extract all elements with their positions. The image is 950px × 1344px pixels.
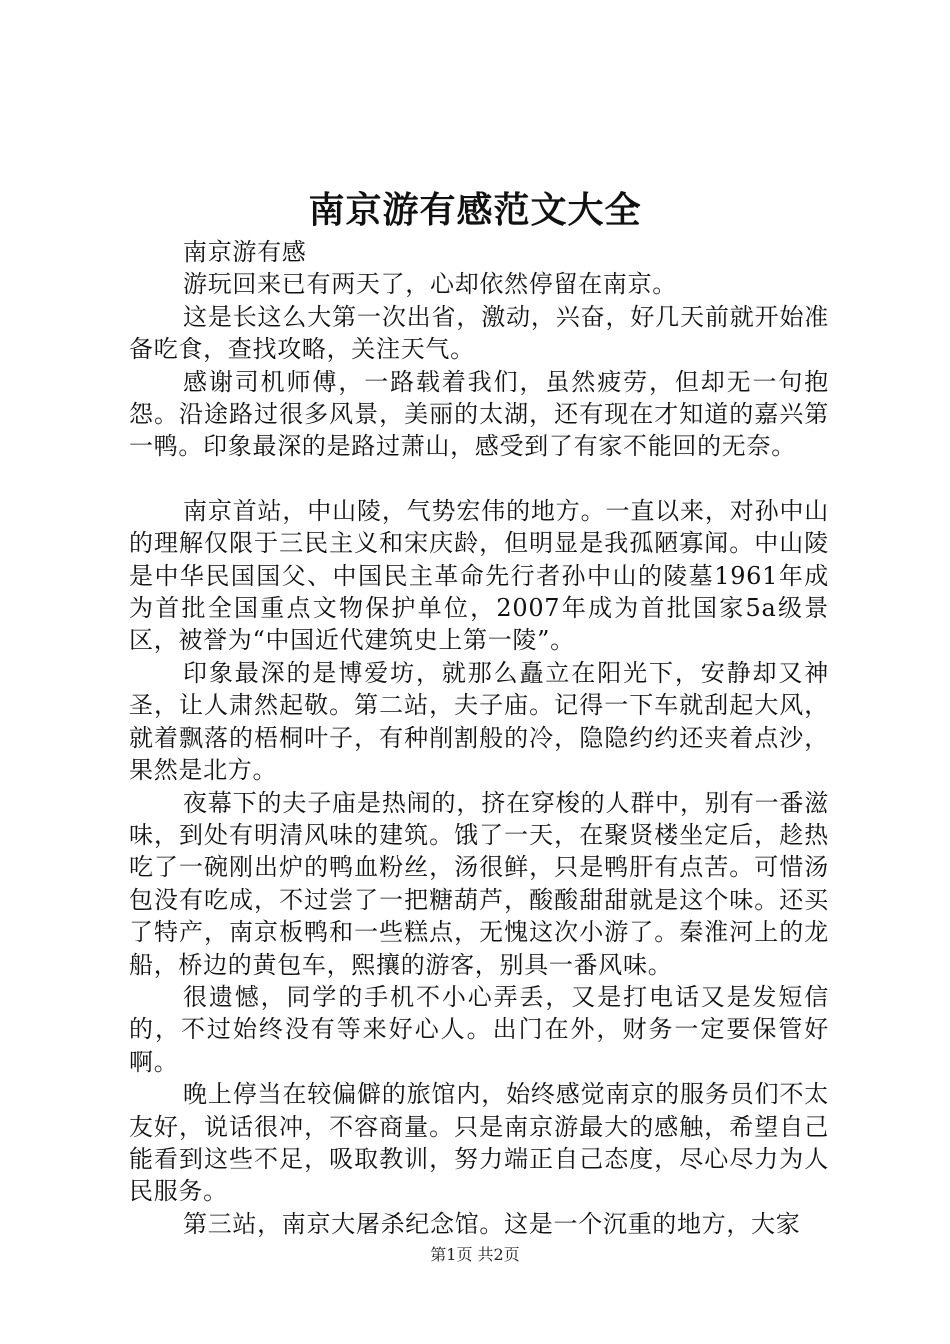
paragraph: 这是长这么大第一次出省，激动，兴奋，好几天前就开始准备吃食，查找攻略，关注天气。 (129, 302, 829, 364)
paragraph: 夜幕下的夫子庙是热闹的，挤在穿梭的人群中，别有一番滋味，到处有明清风味的建筑。饿了一天，在聚贤楼坐定后，趁热吃了一碗刚出炉的鸭血粉丝，汤很鲜，只是鸭肝有点苦。可惜汤包没有吃成，不过尝了一把糖葫芦，酸酸甜甜就是这个味。还买了特产，南京板鸭和一些糕点，无愧这次小游了。秦淮河上的龙船，桥边的黄包车，熙攘的游客，别具一番风味。 (129, 788, 829, 979)
document-title: 南京游有感范文大全 (308, 189, 642, 231)
paragraph: 晚上停当在较偏僻的旅馆内，始终感觉南京的服务员们不太友好，说话很冲，不容商量。只是南京游最大的感触，希望自己能看到这些不足，吸取教训，努力端正自己态度，尽心尽力为人民服务。 (129, 1080, 829, 1206)
paragraph: 第三站，南京大屠杀纪念馆。这是一个沉重的地方，大家 (183, 1209, 801, 1238)
paragraph-gap (129, 463, 829, 495)
paragraph: 游玩回来已有两天了，心却依然停留在南京。 (183, 270, 677, 299)
page-footer: 第1页 共2页 (430, 1245, 520, 1264)
paragraph: 印象最深的是博爱坊，就那么矗立在阳光下，安静却又神圣，让人肃然起敬。第二站，夫子庙。记得一下车就刮起大风，就着飘落的梧桐叶子，有种削割般的冷，隐隐约约还夹着点沙，果然是北方。 (129, 658, 829, 785)
paragraph: 很遗憾，同学的手机不小心弄丢，又是打电话又是发短信的，不过始终没有等来好心人。出门在外，财务一定要保管好啊。 (129, 982, 829, 1076)
document-body (129, 236, 829, 1240)
paragraph: 南京首站，中山陵，气势宏伟的地方。一直以来，对孙中山的理解仅限于三民主义和宋庆龄，但明显是我孤陋寡闻。中山陵是中华民国国父、中国民主革命先行者孙中山的陵墓1961年成为首批全国重点文物保护单位，2007年成为首批国家5a级景区，被誉为“中国近代建筑史上第一陵”。 (129, 496, 829, 655)
paragraph-heading: 南京游有感 (183, 238, 307, 266)
paragraph: 感谢司机师傅，一路载着我们，虽然疲劳，但却无一句抱怨。沿途路过很多风景，美丽的太湖，还有现在才知道的嘉兴第一鸭。印象最深的是路过萧山，感受到了有家不能回的无奈。 (129, 367, 829, 461)
